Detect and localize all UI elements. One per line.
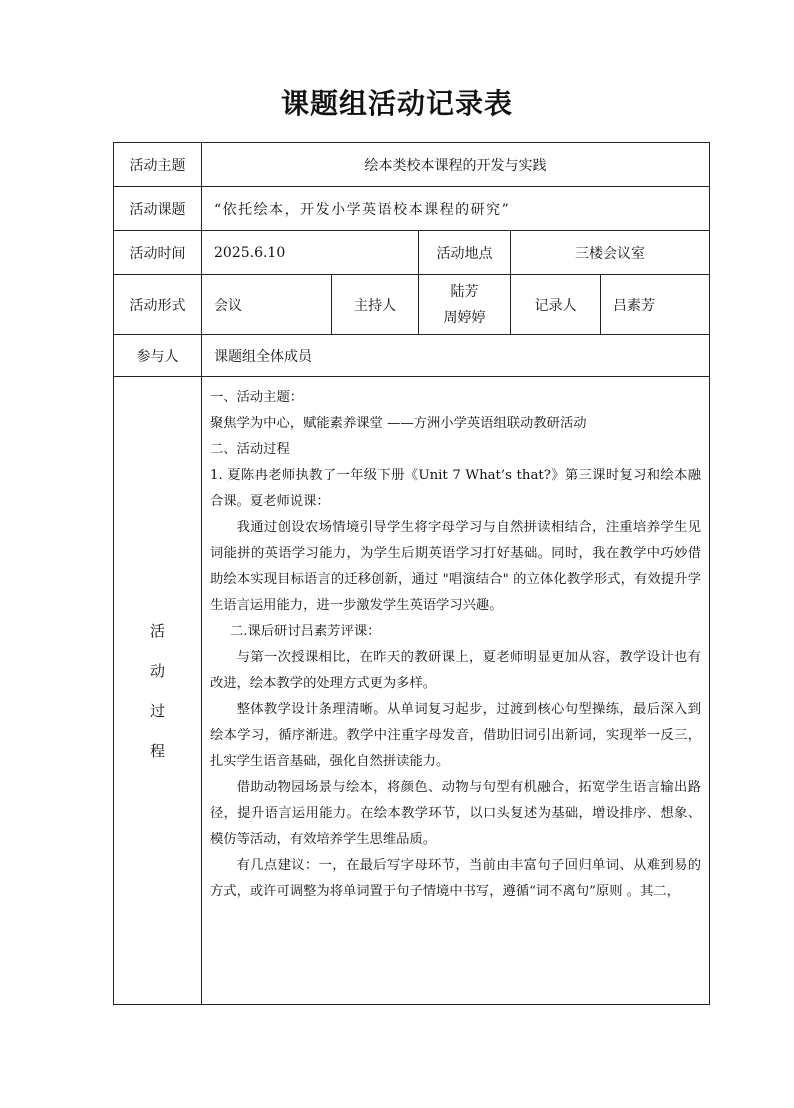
subject-label: 活动课题: [114, 187, 202, 231]
teacher-statement: 我通过创设农场情境引导学生将字母学习与自然拼读相结合，注重培养学生见词能拼的英语学习能力，为学生后期英语学习打好基础。同时，我在教学中巧妙借助绘本实现目标语言的迁移创新，通过 "唱演结合" 的立体化教学形式，有效提升学生语言运用能力，进一步激发学生英语学习兴趣。: [210, 520, 702, 613]
topic-row: [114, 143, 710, 187]
place-value: 三楼会议室: [511, 231, 710, 275]
process-label-char: 动: [149, 661, 165, 680]
topic-value: 绘本类校本课程的开发与实践: [202, 143, 710, 187]
recorder-value: 吕素芳: [601, 275, 710, 335]
topic-label: 活动主题: [114, 143, 202, 187]
page-title: 课题组活动记录表: [280, 87, 513, 120]
participants-label: 参与人: [114, 335, 202, 377]
process-label: [114, 377, 202, 1005]
process-row: [114, 377, 710, 1005]
review-paragraph: 与第一次授课相比，在昨天的教研课上，夏老师明显更加从容，教学设计也有改进，绘本教学的处理方式更为多样。: [210, 650, 702, 691]
place-label: 活动地点: [419, 231, 511, 275]
participants-value: 课题组全体成员: [202, 335, 710, 377]
form-label: 活动形式: [114, 275, 202, 335]
review-heading: 二.课后研讨吕素芳评课：: [229, 624, 381, 639]
process-label-char: 过: [149, 701, 165, 720]
time-place-row: [114, 231, 710, 275]
participants-row: [114, 335, 710, 377]
process-label-char: 活: [149, 621, 165, 640]
host-name: 周婷婷: [443, 309, 486, 326]
host-name: 陆芳: [450, 283, 479, 300]
lesson-description: 1. 夏陈冉老师执教了一年级下册《Unit 7 What’s that?》第三课时复习和绘本融合课。夏老师说课：: [210, 468, 702, 509]
form-row: [114, 275, 710, 335]
host-label: 主持人: [332, 275, 419, 335]
time-value: 2025.6.10: [202, 231, 419, 275]
recorder-label: 记录人: [511, 275, 601, 335]
section-heading: 二、活动过程: [210, 442, 290, 457]
suggestion-paragraph: 有几点建议：一，在最后写字母环节，当前由丰富句子回归单词、从难到易的方式，或许可调整为将单词置于句子情境中书写，遵循“词不离句”原则 。其二，: [210, 858, 702, 899]
host-names: [419, 275, 511, 335]
section-heading: 一、活动主题：: [210, 390, 304, 405]
activity-theme: 聚焦学为中心，赋能素养课堂 ——方洲小学英语组联动教研活动: [210, 416, 587, 431]
review-paragraph: 借助动物园场景与绘本，将颜色、动物与句型有机融合，拓宽学生语言输出路径，提升语言运用能力。在绘本教学环节，以口头复述为基础，增设排序、想象、模仿等活动，有效培养学生思维品质。: [210, 780, 702, 847]
time-label: 活动时间: [114, 231, 202, 275]
review-paragraph: 整体教学设计条理清晰。从单词复习起步，过渡到核心句型操练，最后深入到绘本学习，循序渐进。教学中注重字母发音，借助旧词引出新词，实现举一反三，扎实学生语音基础，强化自然拼读能力。: [210, 702, 702, 769]
subject-value: “依托绘本，开发小学英语校本课程的研究”: [202, 187, 710, 231]
form-value: 会议: [202, 275, 332, 335]
process-content: [202, 377, 710, 1005]
process-label-char: 程: [149, 741, 165, 760]
activity-record-table: [113, 142, 710, 1005]
subject-row: [114, 187, 710, 231]
